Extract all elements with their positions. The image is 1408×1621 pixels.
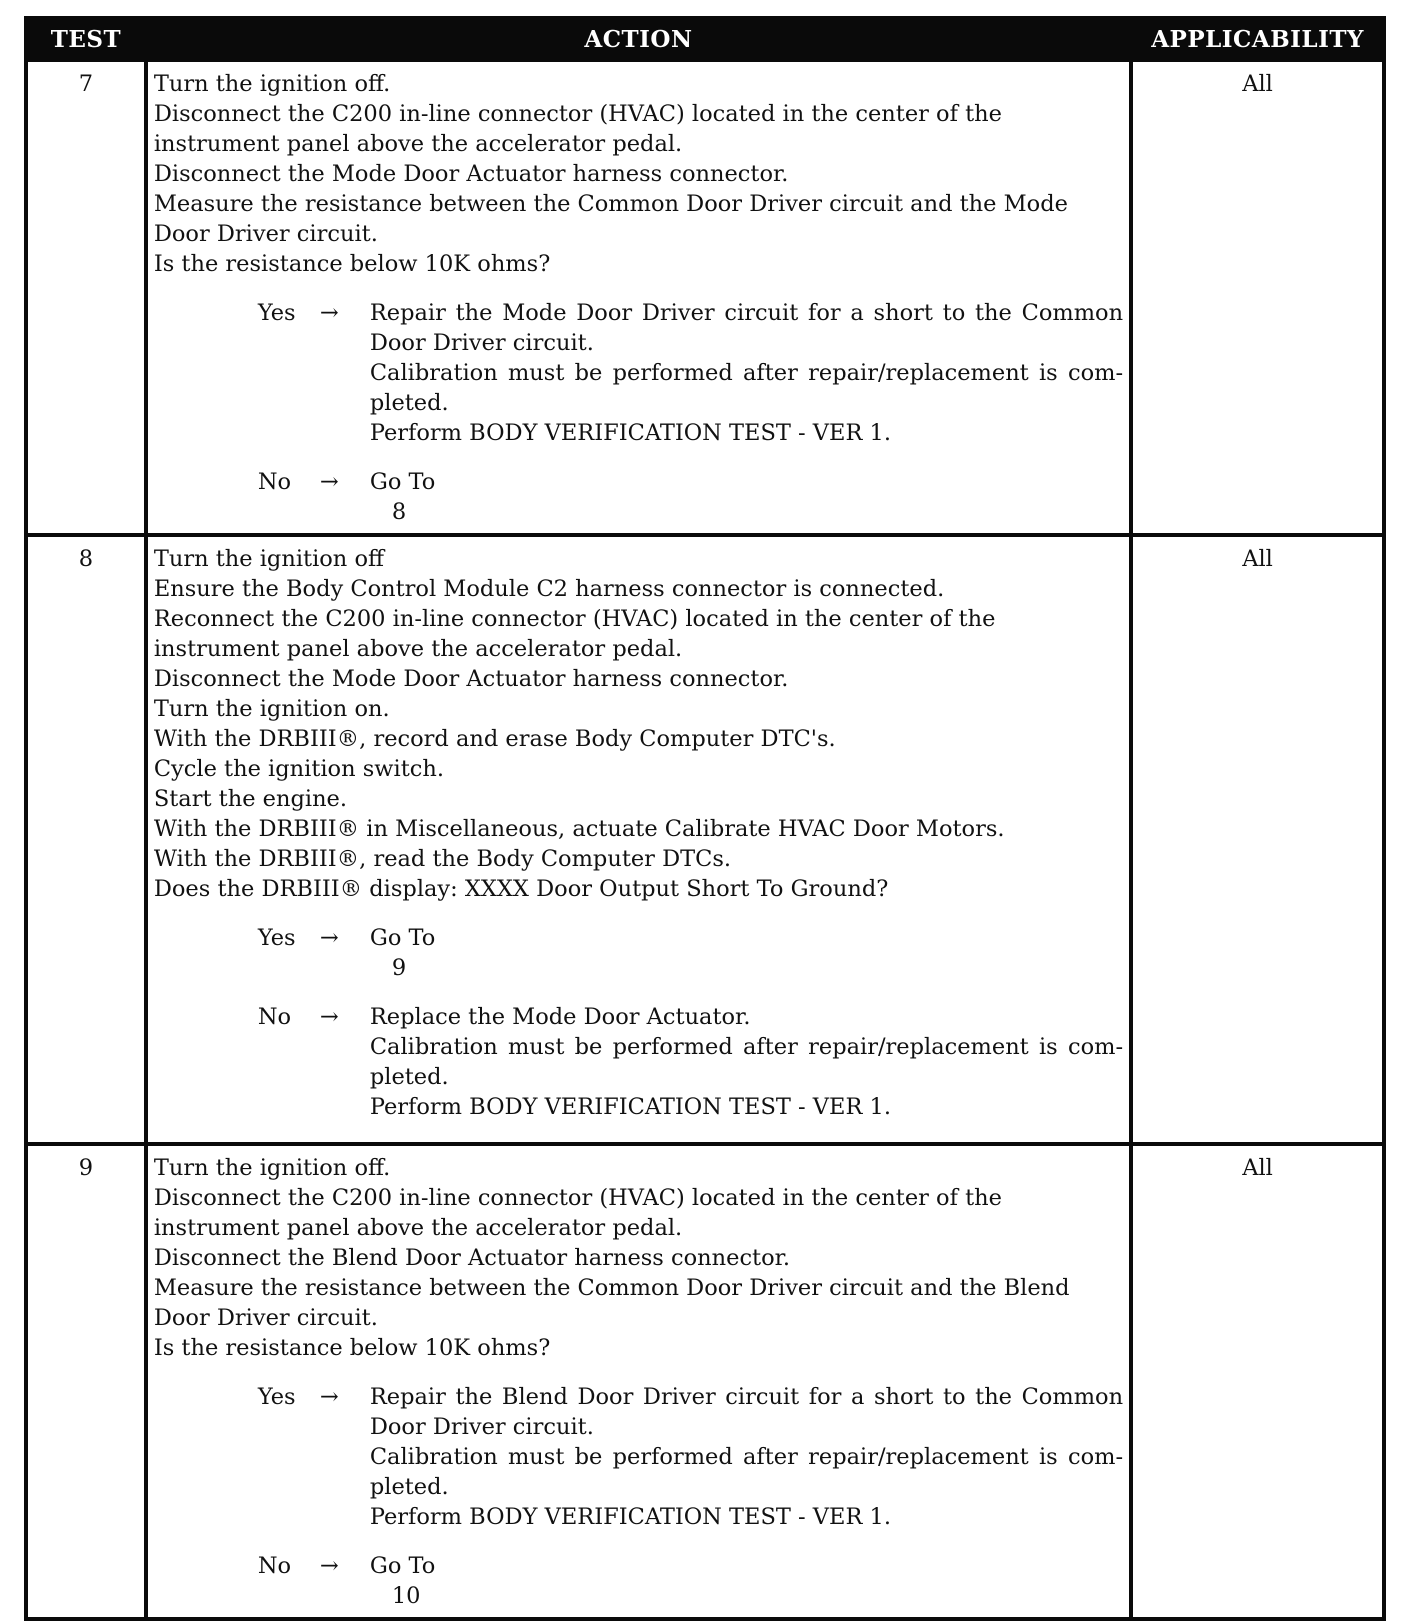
yes-answer: [154, 298, 1123, 448]
table-header: [26, 18, 1384, 60]
result-line: Repair the Mode Door Driver circuit for a short to the Common Door Driver circuit.: [369, 300, 1124, 356]
yes-result: [370, 298, 1123, 448]
action-step: Disconnect the Blend Door Actuator harness connector.: [153, 1245, 791, 1271]
right-arrow-icon: →: [319, 925, 339, 951]
action-step: Disconnect the C200 in-line connector (HVAC) located in the center of the instrument panel above the accelerator pedal.: [153, 101, 1002, 157]
yes-label: Yes: [257, 300, 296, 326]
no-result: [370, 467, 1123, 527]
diagnostic-test-table: [24, 16, 1386, 1621]
no-label: No: [257, 469, 292, 495]
action-step: Disconnect the C200 in-line connector (HVAC) located in the center of the instrument panel above the accelerator pedal.: [153, 1185, 1002, 1241]
action-step: Turn the ignition off: [153, 546, 384, 572]
result-line: Perform BODY VERIFICATION TEST - VER 1.: [369, 1504, 892, 1530]
action-cell: [146, 535, 1131, 1144]
action-step: Start the engine.: [153, 786, 348, 812]
no-label: No: [257, 1553, 292, 1579]
result-line: Perform BODY VERIFICATION TEST - VER 1.: [369, 1094, 892, 1120]
action-cell: [146, 60, 1131, 535]
yes-answer: [154, 1382, 1123, 1532]
yes-label: Yes: [257, 925, 296, 951]
action-step: Turn the ignition on.: [153, 696, 390, 722]
yes-result: [370, 1382, 1123, 1532]
action-step: Measure the resistance between the Common Door Driver circuit and the Blend Door Driver circuit.: [153, 1275, 1070, 1331]
applicability-value: All: [1131, 535, 1384, 1144]
action-step: Measure the resistance between the Common Door Driver circuit and the Mode Door Driver circuit.: [153, 191, 1068, 247]
action-step: Disconnect the Mode Door Actuator harness connector.: [153, 161, 789, 187]
no-answer: [154, 467, 1123, 527]
action-step: Is the resistance below 10K ohms?: [153, 1335, 551, 1361]
right-arrow-icon: →: [319, 300, 339, 326]
table-row: [26, 1144, 1384, 1619]
right-arrow-icon: →: [319, 1004, 339, 1030]
action-step: With the DRBIII®, record and erase Body Computer DTC's.: [153, 726, 836, 752]
action-step: With the DRBIII®, read the Body Computer DTCs.: [153, 846, 732, 872]
no-answer: [154, 1551, 1123, 1611]
action-step: Disconnect the Mode Door Actuator harness connector.: [153, 666, 789, 692]
goto-text: Go To: [369, 469, 436, 495]
goto-text: Go To: [369, 1553, 436, 1579]
applicability-value: All: [1131, 1144, 1384, 1619]
test-number: 8: [26, 535, 146, 1144]
no-result: [370, 1551, 1123, 1611]
table-row: [26, 60, 1384, 535]
result-line: Calibration must be performed after repair/replacement is completed.: [369, 360, 1124, 416]
action-step: Turn the ignition off.: [153, 71, 391, 97]
yes-answer: [154, 923, 1123, 983]
test-number: 9: [26, 1144, 146, 1619]
goto-number: 8: [391, 499, 407, 525]
header-action: ACTION: [146, 18, 1131, 60]
action-step: With the DRBIII® in Miscellaneous, actuate Calibrate HVAC Door Motors.: [153, 816, 1005, 842]
result-line: Calibration must be performed after repair/replacement is completed.: [369, 1034, 1124, 1090]
right-arrow-icon: →: [319, 1553, 339, 1579]
action-step: Ensure the Body Control Module C2 harness connector is connected.: [153, 576, 945, 602]
header-applicability: APPLICABILITY: [1131, 18, 1384, 60]
goto-number: 10: [391, 1583, 421, 1609]
result-line: Perform BODY VERIFICATION TEST - VER 1.: [369, 420, 892, 446]
header-test: TEST: [26, 18, 146, 60]
goto-text: Go To: [369, 925, 436, 951]
goto-link[interactable]: [370, 1551, 1123, 1611]
no-answer: [154, 1002, 1123, 1122]
action-step: Reconnect the C200 in-line connector (HVAC) located in the center of the instrument panel above the accelerator pedal.: [153, 606, 996, 662]
result-line: Calibration must be performed after repair/replacement is completed.: [369, 1444, 1124, 1500]
result-line: Replace the Mode Door Actuator.: [369, 1004, 751, 1030]
no-label: No: [257, 1004, 292, 1030]
table-row: [26, 535, 1384, 1144]
action-step: Does the DRBIII® display: XXXX Door Output Short To Ground?: [153, 876, 889, 902]
goto-link[interactable]: [370, 923, 1123, 983]
applicability-value: All: [1131, 60, 1384, 535]
no-result: [370, 1002, 1123, 1122]
test-number: 7: [26, 60, 146, 535]
goto-number: 9: [391, 955, 407, 981]
action-step: Turn the ignition off.: [153, 1155, 391, 1181]
yes-result: [370, 923, 1123, 983]
action-cell: [146, 1144, 1131, 1619]
right-arrow-icon: →: [319, 469, 339, 495]
goto-link[interactable]: [370, 467, 1123, 527]
result-line: Repair the Blend Door Driver circuit for a short to the Common Door Driver circuit.: [369, 1384, 1124, 1440]
right-arrow-icon: →: [319, 1384, 339, 1410]
action-step: Is the resistance below 10K ohms?: [153, 251, 551, 277]
yes-label: Yes: [257, 1384, 296, 1410]
action-step: Cycle the ignition switch.: [153, 756, 445, 782]
